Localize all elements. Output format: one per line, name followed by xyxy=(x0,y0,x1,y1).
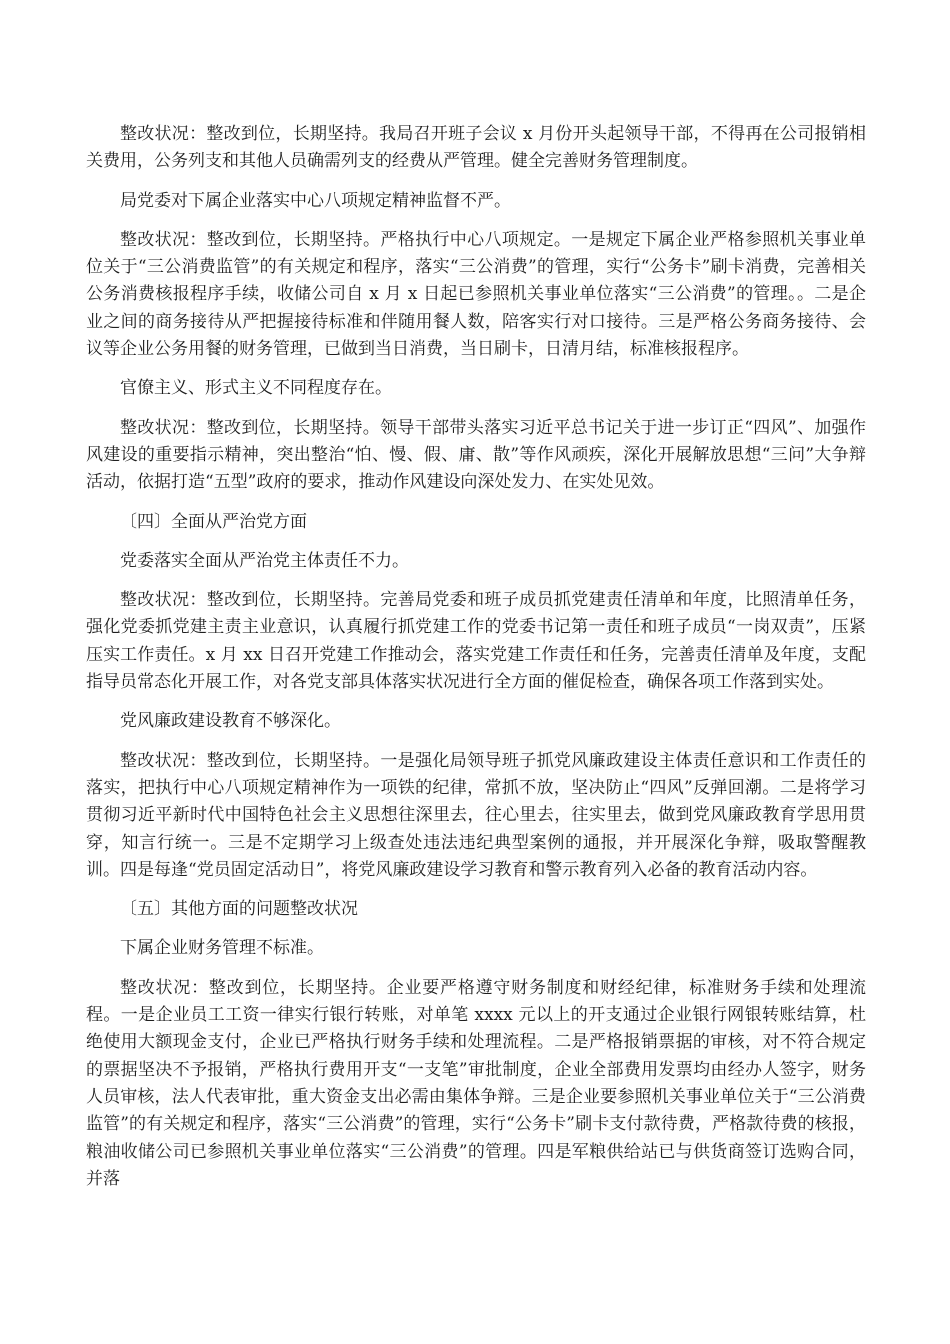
paragraph-issue-supervision: 局党委对下属企业落实中心八项规定精神监督不严。 xyxy=(120,190,511,211)
paragraph-issue-integrity-education: 党风廉政建设教育不够深化。 xyxy=(120,711,341,732)
paragraph-rectification-5: 整改状况：整改到位，长期坚持。一是强化局领导班子抓党风廉政建设主体责任意识和工作责任的落实，把执行中心八项规定精神作为一项铁的纪律，常抓不放，坚决防止“四风”反弹回潮。二是将学习贯彻习近平新时代中国特色社会主义思想往深里去，往心里去，往实里去，做到党风廉政教育学思用贯穿，知言行统一。三是不定期学习上级查处违法违纪典型案例的通报，并开展深化争辩，吸取警醒教训。四是每逢“党员固定活动日”，将党风廉政建设学习教育和警示教育列入必备的教育活动内容。 xyxy=(86,750,866,880)
paragraph-issue-finance: 下属企业财务管理不标准。 xyxy=(120,938,324,959)
paragraph-rectification-6: 整改状况：整改到位，长期坚持。企业要严格遵守财务制度和财经纪律，标准财务手续和处理流程。一是企业员工工资一律实行银行转账，对单笔 xxxx 元以上的开支通过企业银行网银转账结算，杜绝使用大额现金支付，企业已严格执行财务手续和处理流程。二是严格报销票据的审核，对不符合规定的票据坚决不予报销，严格执行费用开支“一支笔”审批制度，企业全部费用发票均由经办人签字，财务人员审核，法人代表审批，重大资金支出必需由集体争辩。三是企业要参照机关事业单位关于“三公消费监管”的有关规定和程序，落实“三公消费”的管理，实行“公务卡”刷卡支付款待费，严格款待费的核报，粮油收储公司已参照机关事业单位落实“三公消费”的管理。四是军粮供给站已与供货商签订选购合同，并落 xyxy=(86,977,866,1189)
section-heading-5: 〔五〕其他方面的问题整改状况 xyxy=(120,899,358,920)
paragraph-issue-party-responsibility: 党委落实全面从严治党主体责任不力。 xyxy=(120,550,409,571)
section-heading-4: 〔四〕全面从严治党方面 xyxy=(120,511,307,532)
document-body xyxy=(86,121,866,1205)
paragraph-rectification-3: 整改状况：整改到位，长期坚持。领导干部带头落实习近平总书记关于进一步订正“四风”、加强作风建设的重要指示精神，突出整治“怕、慢、假、庸、散”等作风顽疾，深化开展解放思想“三问”大争辩活动，依据打造“五型”政府的要求，推动作风建设向深处发力、在实处见效。 xyxy=(86,417,866,493)
paragraph-rectification-1: 整改状况：整改到位，长期坚持。我局召开班子会议 x 月份开头起领导干部，不得再在公司报销相关费用，公务列支和其他人员确需列支的经费从严管理。健全完善财务管理制度。 xyxy=(86,124,866,172)
paragraph-rectification-2: 整改状况：整改到位，长期坚持。严格执行中心八项规定。一是规定下属企业严格参照机关事业单位关于“三公消费监管”的有关规定和程序，落实“三公消费”的管理，实行“公务卡”刷卡消费，完善相关公务消费核报程序手续，收储公司自 x 月 x 日起已参照机关事业单位落实“三公消费”的管理。。二是企业之间的商务接待从严把握接待标准和伴随用餐人数，陪客实行对口接待。三是严格公务商务接待、会议等企业公务用餐的财务管理，已做到当日消费，当日刷卡，日清月结，标准核报程序。 xyxy=(86,229,866,360)
paragraph-issue-bureaucracy: 官僚主义、形式主义不同程度存在。 xyxy=(120,378,392,399)
paragraph-rectification-4: 整改状况：整改到位，长期坚持。完善局党委和班子成员抓党建责任清单和年度，比照清单任务，强化党委抓党建主责主业意识，认真履行抓党建工作的党委书记第一责任和班子成员“一岗双责”，压紧压实工作责任。x 月 xx 日召开党建工作推动会，落实党建工作责任和任务，完善责任清单及年度，支配指导员常态化开展工作，对各党支部具体落实状况进行全方面的催促检查，确保各项工作落到实处。 xyxy=(86,590,866,693)
